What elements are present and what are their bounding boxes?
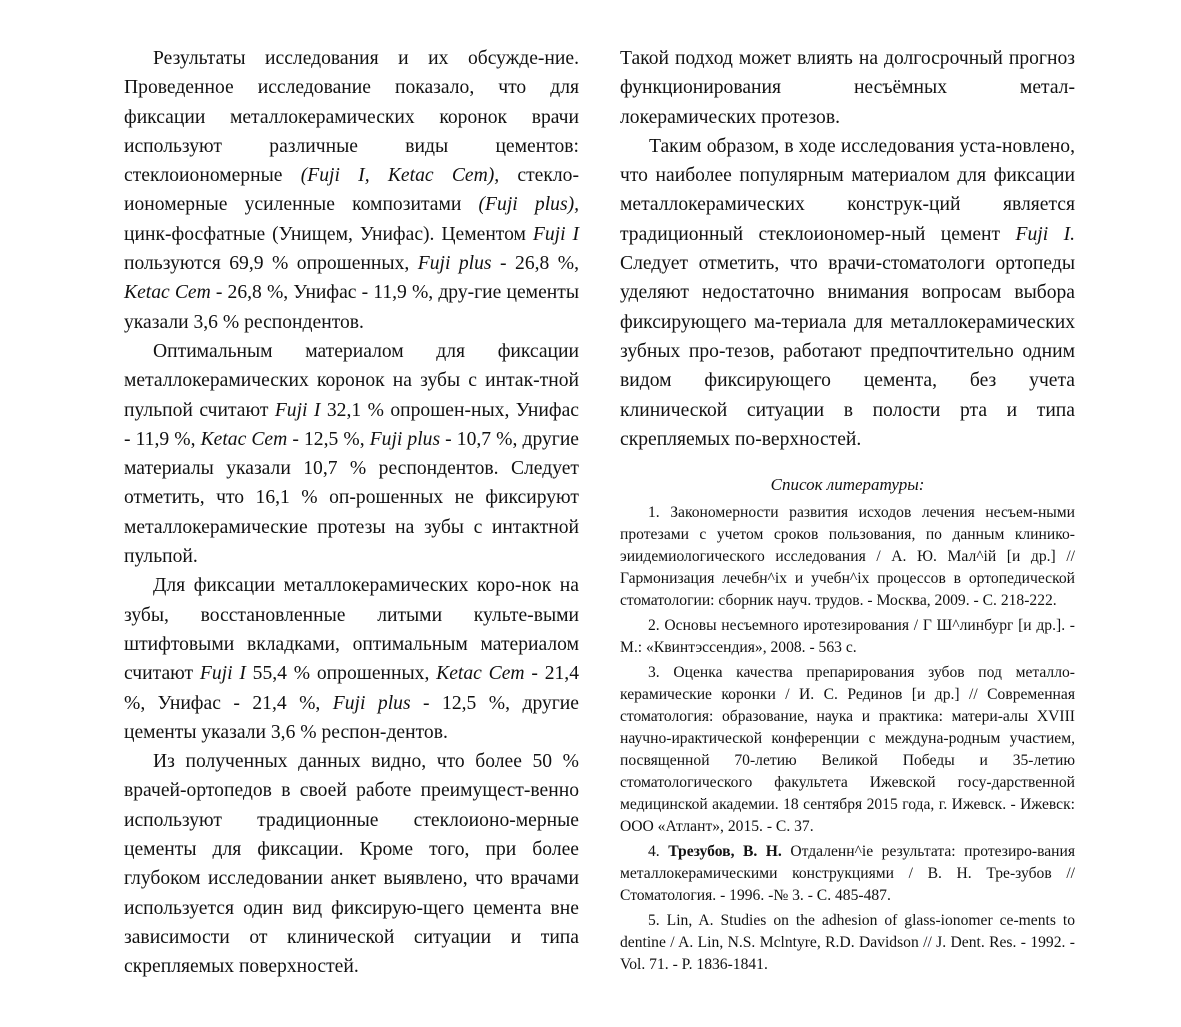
text: стекло-иономерные усиленные композитами <box>124 165 580 216</box>
text: - 12,5 %, <box>287 428 370 450</box>
italic-text: Fuji I <box>274 399 321 421</box>
text: - 21,4 %, Унифас - 21,4 %, <box>124 663 579 714</box>
paragraph-data-summary: Из полученных данных видно, что более 50 % врачей-ортопедов в своей работе преимущест-венно используют традиционные стеклоионо-мерные цементы для фиксации. Кроме того, при более глубоком исследовании анкет выявлено, что врачами используется один вид фиксирую-щего цемента вне зависимости от клинической ситуации и типа скрепляемых поверхностей. <box>124 751 579 978</box>
italic-text: Fuji I. <box>1015 223 1075 245</box>
paragraph-results <box>124 44 579 337</box>
text: - 26,8 %, <box>491 253 579 275</box>
italic-text: Fuji I <box>532 223 579 245</box>
italic-text: Fuji plus <box>332 692 411 714</box>
text: 55,4 % опрошенных, <box>245 663 437 685</box>
italic-text: Fuji plus <box>369 428 441 450</box>
text: 32,1 % опрошен-ных, Унифас - 11,9 %, <box>124 399 579 450</box>
reference-author: Трезубов, В. Н. <box>668 843 782 861</box>
text: Результаты исследования и их обсужде-ние. Проведенное исследование показало, что для фиксации металлокерамических коронок врачи используют различные виды цементов: стеклоиономерные <box>124 48 579 187</box>
text: пользуются 69,9 % опрошенных, <box>124 253 418 275</box>
italic-text: Fuji I <box>199 663 246 685</box>
text: Таким образом, в ходе исследования уста-новлено, что наиболее популярным материалом для фиксации металлокерамических конструк-ций является традиционный стеклоиономер-ный цемент <box>620 135 1075 245</box>
italic-text: (Fuji plus), <box>478 194 579 216</box>
reference-item <box>620 841 1075 907</box>
text: Оптимальным материалом для фиксации металлокерамических коронок на зубы с интак-тной пульпой считают <box>124 340 579 421</box>
italic-text: Ketac Cem <box>200 428 288 450</box>
reference-number: 4. <box>648 843 669 861</box>
reference-item: 3. Оценка качества препарирования зубов под металло-керамические коронки / И. С. Рединов [и др.] // Современная стоматология: образование, наука и практика: матери-алы XVIII научно-ирактической конференции с междуна-родным участием, посвященной 70-летию Великой Победы и 35-летию стоматологического факультета Ижевской госу-дарственной медицинской академии. 18 сентября 2015 года, г. Ижевск. - Ижевск: ООО «Атлант», 2015. - С. 37. <box>620 664 1075 836</box>
text: Для фиксации металлокерамических коро-нок на зубы, восстановленные литыми культе-выми штифтовыми вкладками, оптимальным материалом считают <box>124 575 579 685</box>
reference-item: 5. Lin, A. Studies on the adhesion of glass-ionomer ce-ments to dentine / A. Lin, N.S. Mclntyre, R.D. Davidson // J. Dent. Res. - 1992. - Vol. 71. - P. 1836-1841. <box>620 912 1075 974</box>
text: - 26,8 %, Унифас - 11,9 %, дру-гие цементы указали 3,6 % респондентов. <box>124 282 579 333</box>
reference-item: 2. Основы несъемного иротезирования / Г Ш^линбург [и др.]. - М.: «Квинтэссендия», 2008. - 563 с. <box>620 617 1075 657</box>
italic-text: Fuji plus <box>417 253 492 275</box>
italic-text: Ketac Cem <box>124 282 211 304</box>
italic-text: (Fuji I, Ketac Cem), <box>300 165 500 187</box>
reference-text: Отдаленн^іе результата: протезиро-вания металлокерамическими конструкциями / В. Н. Тре-зубов // Стоматология. - 1996. -№ 3. - С. 485-487. <box>620 843 1076 905</box>
text: цинк-фосфатные (Унищем, Унифас). Цементом <box>124 223 533 245</box>
paragraph-conclusion <box>620 132 1075 454</box>
references-list <box>620 502 1075 976</box>
text: Следует отметить, что врачи-стоматологи ортопеды уделяют недостаточно внимания вопросам выбора фиксирующего ма-териала для металлокерамических зубных про-тезов, работают предпочтительно одним видом фиксирующего цемента, без учета клинической ситуации в полости рта и типа скрепляемых по-верхностей. <box>620 253 1075 450</box>
paragraph-optimal-material <box>124 337 579 571</box>
text: - 10,7 %, другие материалы указали 10,7 % респондентов. Следует отметить, что 16,1 % оп-рошенных не фиксируют металлокерамические протезы на зубы с интактной пульпой. <box>124 428 579 568</box>
italic-text: Ketac Cem <box>436 663 525 685</box>
references-title: Список литературы: <box>770 475 925 495</box>
paragraph-approach: Такой подход может влиять на долгосрочный прогноз функционирования несъёмных метал-локерамических протезов. <box>620 48 1075 128</box>
reference-item: 1. Закономерности развития исходов лечения несъем-ными протезами с учетом сроков пользования, по данным клинико-эиидемиологического исследования / А. Ю. Мал^ій [и др.] // Гармонизация лечебн^іх и учебн^іх процессов в ортопедической стоматологии: сборник науч. трудов. - Москва, 2009. - С. 218-222. <box>620 504 1075 610</box>
right-column <box>620 44 1075 979</box>
left-column <box>124 44 579 982</box>
paragraph-post-cores <box>124 571 579 747</box>
text: - 12,5 %, другие цементы указали 3,6 % респон-дентов. <box>124 692 579 743</box>
